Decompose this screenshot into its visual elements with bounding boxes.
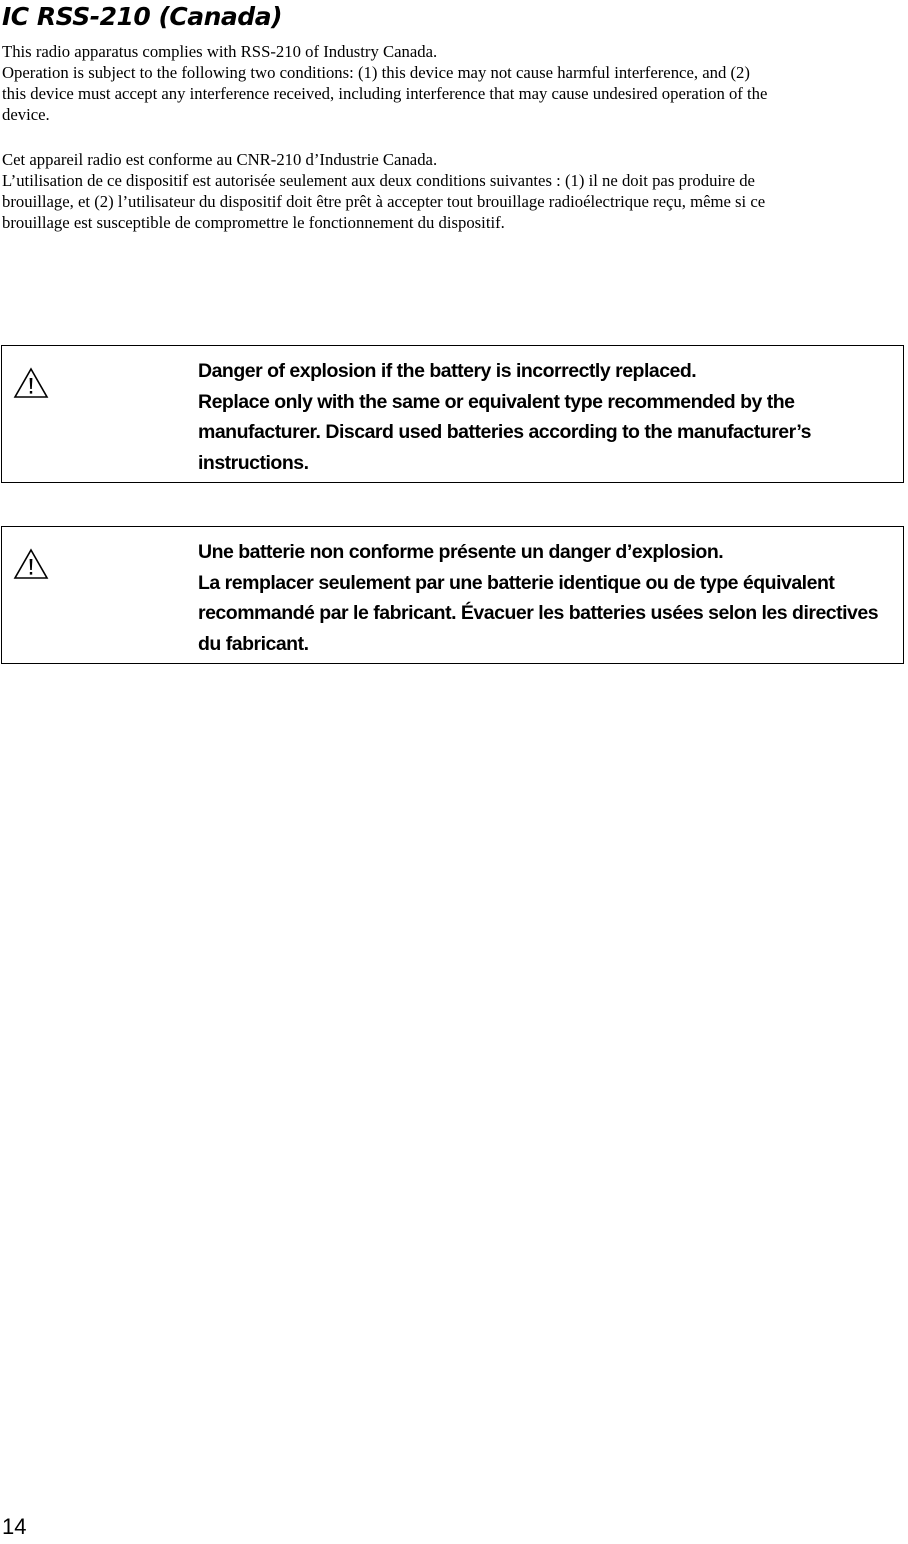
- notice-line: This radio apparatus complies with RSS-210 of Industry Canada.: [2, 42, 438, 61]
- notice-line: L’utilisation de ce dispositif est autorisée seulement aux deux conditions suivantes : (1) il ne doit pas produire de: [2, 171, 755, 190]
- notice-line: this device must accept any interference received, including interference that may cause undesired operation of the: [2, 84, 768, 103]
- notice-line: device.: [2, 105, 50, 124]
- page-title: IC RSS-210 (Canada): [2, 2, 282, 31]
- warning-line: La remplacer seulement par une batterie identique ou de type équivalent: [198, 571, 835, 594]
- french-compliance-notice: [2, 149, 906, 233]
- notice-line: brouillage est susceptible de compromettre le fonctionnement du dispositif.: [2, 213, 505, 232]
- warning-line: recommandé par le fabricant. Évacuer les batteries usées selon les directives: [198, 602, 879, 624]
- warning-line: Une batterie non conforme présente un danger d’explosion.: [198, 541, 724, 563]
- warning-text: [198, 356, 811, 478]
- page-number: 14: [2, 1514, 27, 1539]
- warning-text: [198, 537, 878, 659]
- warning-triangle-icon: [13, 367, 49, 399]
- battery-warning-english: [1, 345, 904, 483]
- warning-triangle-icon: [13, 548, 49, 580]
- warning-line: instructions.: [198, 451, 309, 474]
- warning-line: Replace only with the same or equivalent type recommended by the: [198, 390, 795, 413]
- english-compliance-notice: [2, 41, 906, 125]
- warning-line: du fabricant.: [198, 632, 309, 655]
- warning-line: manufacturer. Discard used batteries according to the manufacturer’s: [198, 421, 811, 443]
- battery-warning-french: [1, 526, 904, 664]
- notice-line: Operation is subject to the following two conditions: (1) this device may not cause harmful interference, and (2): [2, 63, 750, 82]
- warning-line: Danger of explosion if the battery is incorrectly replaced.: [198, 360, 697, 382]
- notice-line: Cet appareil radio est conforme au CNR-210 d’Industrie Canada.: [2, 150, 438, 169]
- notice-line: brouillage, et (2) l’utilisateur du dispositif doit être prêt à accepter tout brouillage radioélectrique reçu, même si ce: [2, 192, 766, 211]
